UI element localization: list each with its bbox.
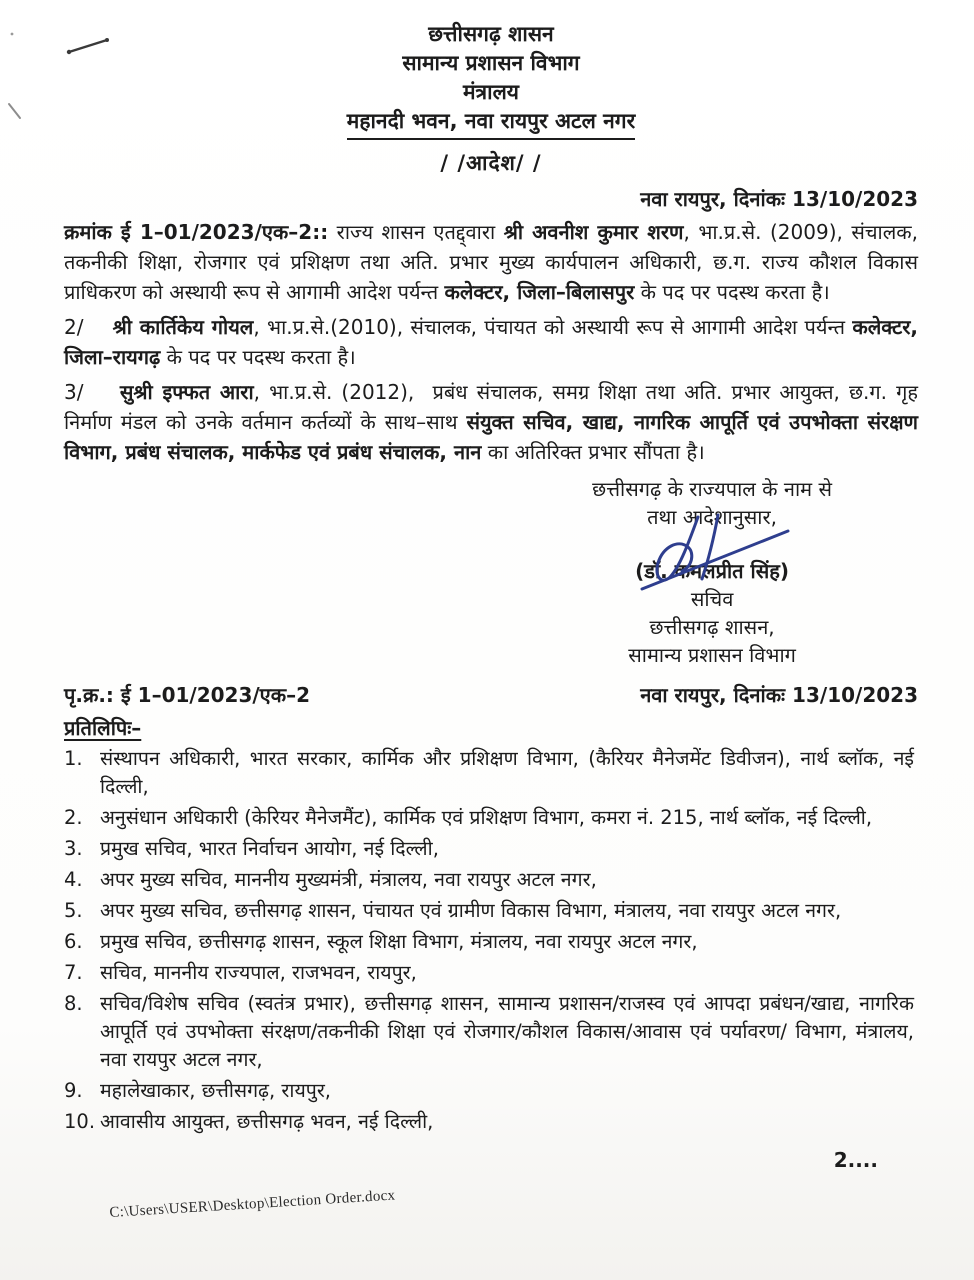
copy-item-text: अनुसंधान अधिकारी (केरियर मैनेजमैंट), कार्मिक एवं प्रशिक्षण विभाग, कमरा नं. 215, नार्थ ब्लॉक, नई दिल्ली, [100,806,873,829]
copy-list-item [64,897,918,925]
copy-item-number: 7. [64,961,83,984]
order-title: / /आदेश/ / [440,151,542,175]
copy-heading: प्रतिलिपिः– [64,716,142,740]
header-address: महानदी भवन, नवा रायपुर अटल नगर [347,107,635,140]
footer-file-path: C:\Users\USER\Desktop\Election Order.docx [108,1187,396,1222]
order-paragraph: क्रमांक ई 1–01/2023/एक–2:: राज्य शासन एतद्द्वारा श्री अवनीश कुमार शरण, भा.प्र.से. (2009), संचालक, तकनीकी शिक्षा, रोजगार एवं प्रशिक्षण तथा अति. प्रभार मुख्य कार्यपालन अधिकारी, छ.ग. राज्य कौशल विकास प्राधिकरण को अस्थायी रूप से आगामी आदेश पर्यन्त कलेक्टर, जिला–बिलासपुर के पद पर पदस्थ करता है। [64,220,919,304]
copy-list-item [64,1077,918,1105]
copy-item-text: सचिव/विशेष सचिव (स्वतंत्र प्रभार), छत्तीसगढ़ शासन, सामान्य प्रशासन/राजस्व एवं आपदा प्रबंधन/खाद्य, नागरिक आपूर्ति एवं उपभोक्ता संरक्षण/तकनीकी शिक्षा एवं रोजगार/कौशल विकास/आवास एवं पर्यावरण/ विभाग, मंत्रालय, नवा रायपुर अटल नगर, [100,992,914,1071]
signer-name: (डॉ. कमलप्रीत सिंह) [635,559,790,583]
copy-item-number: 3. [64,837,83,860]
copy-item-text: अपर मुख्य सचिव, छत्तीसगढ़ शासन, पंचायत एवं ग्रामीण विकास विभाग, मंत्रालय, नवा रायपुर अटल नगर, [100,899,842,922]
signer-designation: सचिव [690,587,734,611]
copy-item-text: सचिव, माननीय राज्यपाल, राजभवन, रायपुर, [100,961,417,984]
copy-list-item [64,959,918,987]
copy-item-number: 9. [64,1079,83,1102]
copy-list-item [64,928,918,956]
header-govt-name: छत्तीसगढ़ शासन [428,22,554,46]
header-ministry: मंत्रालय [462,80,519,104]
header-department: सामान्य प्रशासन विभाग [402,51,580,75]
copy-item-text: संस्थापन अधिकारी, भारत सरकार, कार्मिक और प्रशिक्षण विभाग, (कैरियर मैनेजमेंट डिवीजन), नार्थ ब्लॉक, नई दिल्ली, [100,747,914,798]
copy-item-number: 6. [64,930,83,953]
top-place-date: नवा रायपुर, दिनांकः 13/10/2023 [640,187,918,211]
copy-item-text: प्रमुख सचिव, भारत निर्वाचन आयोग, नई दिल्ली, [100,837,439,860]
signer-org-line-2: सामान्य प्रशासन विभाग [628,643,796,667]
order-paragraph: 3/ सुश्री इफ्फत आरा, भा.प्र.से. (2012), प्रबंध संचालक, समग्र शिक्षा तथा अति. प्रभार आयुक्त, छ.ग. गृह निर्माण मंडल को उनके वर्तमान कर्तव्यों के साथ–साथ संयुक्त सचिव, खाद्य, नागरिक आपूर्ति एवं उपभोक्ता संरक्षण विभाग, प्रबंध संचालक, मार्कफेड एवं प्रबंध संचालक, नान का अतिरिक्त प्रभार सौंपता है। [64,380,918,464]
on-behalf-line-2: तथा आदेशानुसार, [647,505,778,529]
endorsement-row [64,681,918,708]
signature-block [592,475,832,669]
copy-list-item [64,804,918,832]
copy-item-number: 8. [64,992,83,1015]
copy-list-item [64,835,918,863]
copy-item-number: 4. [64,868,83,891]
copy-list-item [64,866,918,894]
page-number: 2.... [833,1148,878,1172]
copy-item-text: अपर मुख्य सचिव, माननीय मुख्यमंत्री, मंत्रालय, नवा रायपुर अटल नगर, [100,868,597,891]
copy-list-item [64,745,918,801]
order-paragraphs [64,217,918,467]
copy-item-number: 10. [64,1110,96,1133]
copy-list [64,745,918,1136]
copy-item-number: 1. [64,747,83,770]
endorsement-place-date: नवा रायपुर, दिनांकः 13/10/2023 [640,683,918,707]
on-behalf-line-1: छत्तीसगढ़ के राज्यपाल के नाम से [592,477,832,501]
copy-item-number: 5. [64,899,83,922]
copy-item-text: महालेखाकार, छत्तीसगढ़, रायपुर, [100,1079,332,1102]
doc-header [64,20,918,140]
copy-list-item [64,1108,918,1136]
endorsement-ref-no: पृ.क्र.: ई 1–01/2023/एक–2 [64,683,311,707]
signer-org-line-1: छत्तीसगढ़ शासन, [649,615,775,639]
order-paragraph: 2/ श्री कार्तिकेय गोयल, भा.प्र.से.(2010), संचालक, पंचायत को अस्थायी रूप से आगामी आदेश पर्यन्त कलेक्टर, जिला–रायगढ़ के पद पर पदस्थ करता है। [64,315,919,369]
copy-item-text: प्रमुख सचिव, छत्तीसगढ़ शासन, स्कूल शिक्षा विभाग, मंत्रालय, नवा रायपुर अटल नगर, [100,930,698,953]
copy-item-text: आवासीय आयुक्त, छत्तीसगढ़ भवन, नई दिल्ली, [100,1110,434,1133]
copy-list-item [64,990,918,1074]
copy-item-number: 2. [64,806,83,829]
